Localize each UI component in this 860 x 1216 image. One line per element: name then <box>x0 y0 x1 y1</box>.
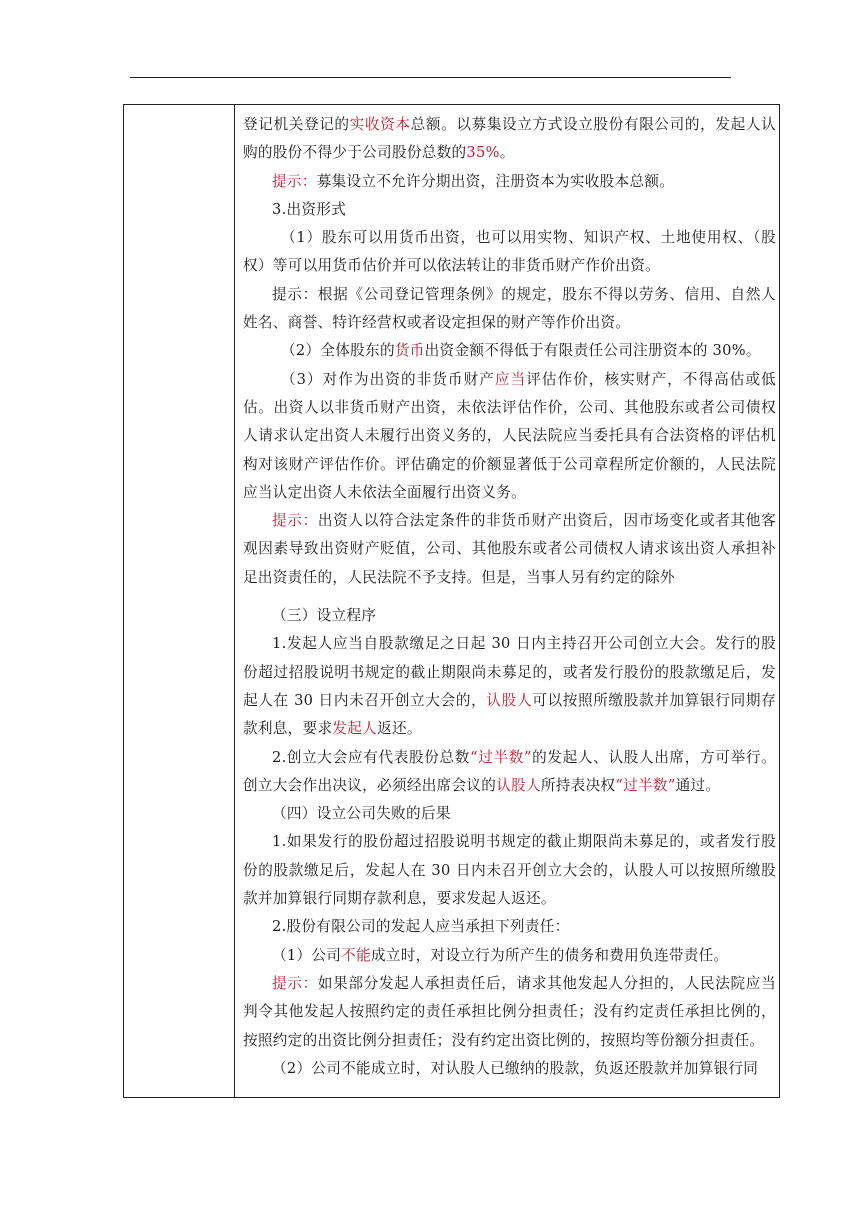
text-run: 。 <box>499 144 515 162</box>
section-heading-contribution-form: 3.出资形式 <box>272 200 347 218</box>
tip-text: 出资人以符合法定条件的非货币财产出资后，因市场变化或者其他客观因素导致出资财产贬值，公司、其他股东或者公司债权人请求该出资人承担补足出资责任的，人民法院不予支持。但是，当事人另有约定的除外 <box>243 512 776 586</box>
highlight-majority: “过半数” <box>615 776 676 794</box>
text-run: （1）公司 <box>272 946 342 964</box>
paragraph-4: （1）股东可以用货币出资，也可以用实物、知识产权、土地使用权、（股权）等可以用货币估价并可以依法转让的非货币财产作价出资。 <box>243 229 776 275</box>
highlight-paid-in-capital: 实收资本 <box>349 116 411 133</box>
highlight-currency: 货币 <box>394 342 425 360</box>
highlight-subscriber: 认股人 <box>496 776 541 794</box>
highlight-promoter: 发起人 <box>332 720 378 738</box>
highlight-percentage: 35% <box>466 144 500 162</box>
paragraph-11 <box>243 744 776 801</box>
tip-text: 募集设立不允许分期出资，注册资本为实收股本总额。 <box>316 172 675 190</box>
section-heading-failure-consequences: （四）设立公司失败的后果 <box>272 805 451 823</box>
text-run: 2.创立大会应有代表股份总数 <box>272 748 471 766</box>
highlight-should: 应当 <box>494 370 527 388</box>
paragraph-8-tip <box>243 507 776 592</box>
text-run: 可以按照所缴股款并加算银行同期存款利息，要求 <box>243 691 776 738</box>
paragraph-17: （2）公司不能成立时，对认股人已缴纳的股款，负返还股款并加算银行同 <box>272 1059 759 1077</box>
paragraph-7 <box>243 366 776 507</box>
tip-text: 如果部分发起人承担责任后，请求其他发起人分担的，人民法院应当判令其他发起人按照约定的责任承担比例分担责任；没有约定责任承担比例的，按照约定的出资比例分担责任；没有约定出资比例的，按照均等份额分担责任。 <box>243 974 776 1049</box>
section-heading-establishment-procedure: （三）设立程序 <box>272 607 377 625</box>
text-run: 总额。以募集设立方式设立股份有限公司的，发起人认购的股份不得少于公司股份总数的 <box>243 116 776 162</box>
tip-label: 提示： <box>272 974 318 992</box>
text-run: 通过。 <box>675 776 721 794</box>
paragraph-1 <box>243 111 776 168</box>
highlight-subscriber: 认股人 <box>486 691 533 709</box>
paragraph-2-tip <box>243 168 776 196</box>
paragraph-10 <box>243 630 776 743</box>
text-run: 1.发起人应当自股款缴足之日起 30 日内主持召开公司创立大会。发行的股份超过招股说明书规定的截止期限尚未募足的，或者发行股份的股款缴足后，发起人在 30 日内未召开创立大会的， <box>243 635 776 709</box>
text-run: 出资金额不得低于有限责任公司注册资本的 30%。 <box>424 342 761 360</box>
paragraph-16-tip <box>243 970 776 1055</box>
text-run: 返还。 <box>377 720 422 738</box>
tip-label: 提示： <box>272 512 318 530</box>
tip-label: 提示： <box>272 172 317 190</box>
text-run: （3）对作为出资的非货币财产 <box>281 370 495 388</box>
paragraph-5-tip: 提示：根据《公司登记管理条例》的规定，股东不得以劳务、信用、自然人姓名、商誉、特许经营权或者设定担保的财产等作价出资。 <box>243 285 776 332</box>
header-rule <box>130 77 731 78</box>
text-run: 登记机关登记的 <box>243 116 350 133</box>
paragraph-13: 1.如果发行的股份超过招股说明书规定的截止期限尚未募足的，或者发行股份的股款缴足后，发起人在 30 日内未召开创立大会的，认股人可以按照所缴股款并加算银行同期存款利息，要求发起人返还。 <box>243 833 776 908</box>
text-run: 的发起人、认股人出席，方可举行。创立大会作出决议，必须经出席会议的 <box>243 748 776 794</box>
paragraph-15 <box>243 942 776 970</box>
text-run: 成立时，对设立行为所产生的债务和费用负连带责任。 <box>370 946 729 964</box>
content-table <box>123 104 780 1098</box>
text-run: 评估作价，核实财产，不得高估或低估。出资人以非货币财产出资，未依法评估作价，公司、其他股东或者公司债权人请求认定出资人未履行出资义务的，人民法院应当委托具有合法资格的评估机构对该财产评估作价。评估确定的价额显著低于公司章程所定价额的，人民法院应当认定出资人未依法全面履行出资义务。 <box>243 370 776 501</box>
table-content-cell <box>243 111 776 1083</box>
highlight-cannot: 不能 <box>341 946 371 964</box>
text-run: （2）全体股东的 <box>281 342 395 360</box>
paragraph-14: 2.股份有限公司的发起人应当承担下列责任： <box>272 918 570 936</box>
table-left-column <box>124 105 235 1097</box>
text-run: 所持表决权 <box>540 776 616 794</box>
highlight-majority: “过半数” <box>470 748 532 766</box>
paragraph-6 <box>243 337 776 365</box>
